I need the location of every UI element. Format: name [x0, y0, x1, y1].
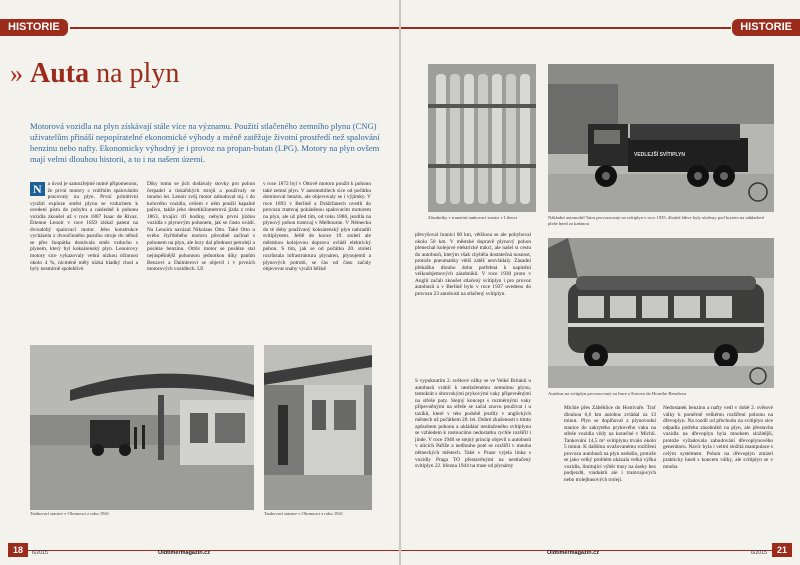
body-column-r4: Nedostatek benzinu a nafty vedl v době 2. světové války k poměrně velkému rozšíření pohonu na dřevoplyn. Na rozdíl od přechodu na svítiplyn sice odpadla potřeba zásobníků na plyn, ale přestavba vozidla na dřevoplyn byla mnohem složitější, protože vyžadovala zabudování dřevoplynového generátoru. Navíc byla i velmi složitá manipulace s celým systémem. Pohon na dřevoplyn zmizel prakticky hned s koncem války, ale svítiplyn se v mnoha [663, 405, 773, 470]
header-rule [401, 27, 731, 29]
caption-station-1: Tankovací stanice v Olomouci z roku 1941 [30, 511, 110, 516]
issue-date-left: 6/2015 [32, 550, 48, 556]
body-column-r3: Michle přes Záběhlice do Hostivaře. Trať dlouhou 6,6 km autobus zvládal za 13 minut. Plyn se doplňoval z plynovodní stanice do zakrytého prykového vaku na střeše vozidla vždy na konečné v Michli. Tankování 14,5 m³ svítiplynu trvalo okolo 5 minut. K dalšímu uvažovanému rozšíření provozu autobusů na plyn nedošlo, protože se jako velký problém ukázala velká výška vozidla, limitující výběr trasy na úseky bez podjezdů, viaduktů ale i tramvajových nebo trolejbusových trolejí. [564, 405, 656, 484]
article-title [10, 57, 179, 91]
magazine-name-right: Oldtimermagazin.cz [547, 550, 599, 556]
gas-truck-photo [548, 64, 774, 212]
caption-station-2: Tankovací stanice v Olomouci z roku 1941 [264, 511, 344, 516]
truck-sign-text: VEDLEJŠÍ SVÍTIPLYN [634, 152, 685, 158]
body-column-r1: převyšoval hranici 80 km, většinou se ale pohyboval okolo 50 km. V městské dopravě plynový pohon přenechal kolejové elektrické trakci, ale našel si cestu do autobusů, kterým však chyběla dostatečná nosnost, protože pneumatiky větší zátěž nezvládaly. Zásadní překážku dlouho dobu potřebná k naplnění velkoobjemových zásobníků. V roce 1930 proto v Anglii začali zkoušet stlačený svítiplyn i pro provoz autobusů a v Berlíně bylo v roce 1937 uvedeno do provozu 23 autobusů na stlačený svítiplyn. [415, 232, 531, 297]
station-photo-2 [264, 345, 372, 510]
gas-tanks-photo [428, 64, 536, 212]
title-chevron: » [10, 59, 23, 88]
title-rest: na plyn [96, 58, 180, 89]
footer-rule [26, 550, 399, 551]
caption-bus: Autobus na svítiplyn provozovaný na lince z Krnova do Horního Benešova [548, 391, 687, 396]
body-column-3: v roce 1872 byl v Ottově motoru použit k pohonu také zemní plyn. V automobilech sice od počátku dominoval benzin, ale objevovaly se i výjimky. V roce 1893 v Berlíně a Drážďanech uvedli do provozu tramvaj poháněnou spalovacím motorem na plyn, ale už před tím, od roku 1886, jezdila na plynový pohon tramvaj v Melbourne. V Německu do té doby používaný koksárenský plyn nahradili svítiplynem. Ještě do konce 19. století ale městskou kolejovou dopravu ovládl elektrický pohon. S tím, jak se od počátku 20. století rozrůstala infrastruktura plynáren, plynojemů a plynových potrubí, se čas od času začaly objevovat snahy využít běžně [263, 181, 371, 273]
body-column-r2: S vypuknutím 2. světové války se ve Velké Británii u autobusů vrátili k nestlačenému zemnímu plynu, tentokrát s obrovskými prykovými vaky připevněnými na střeše paty. Stejný koncept s rozměrnými vaky připevněnými na střeše se začal znovu používat i u taxíků, které v této podobě jezdily v anglických městech už počátkem 20. let. Dobré zkušenosti s tímto způsobem pohonu a ukládání nestlačeného svítiplynu se vzhledem k rostoucímu nedostatku rychle rozšířil i jinde. V roce 1940 se stejný princip objevil u autobusů v ulicích Paříže a nedlouho poté se rozšířil v mnoha německých městech. Také v Praze vyjela linka s vozidly Praga TO přestavěnými na nestlačený svítiplyn 22. března 1944 na trase od plynárny [415, 378, 531, 470]
page-number-left: 18 [8, 543, 28, 557]
body-column-2: Díky tomu se jich dodávaly stovky pro pohon čerpadel a tiskařských strojů a používaly se mnoho let. Lenoir svůj motor zabudoval mj. i do kolového vozidla, ovšem v něm použil kapalné palivo, takže jeho desetikilometrová jízda z roku 1863, trvající tři hodiny, nebyla první jízdou vozidla s plynovým pohonem, jak se často uvádí. Na Lenoira navázal Nikolaus Otto. Také Otto u svého čtyřdobého motoru původně začínal s pohonem na plyn, ale brzy dal přednost petroleji a posléze benzinu. Ottův motor se posléze stal nejúspěšnější pohonnou jednotkou díky panům Benzovi a Daimlerovi se objevil i v prvních motorových vozidlech. Už [147, 181, 255, 273]
caption-truck: Nákladní automobil Tatra provozovaný na svítiplyn v roce 1935, dlouhé láhve byly uloženy pod krytem na nákladové ploše hned za kabinou [548, 215, 765, 226]
lead-paragraph: Motorová vozidla na plyn získávají stále více na významu. Použití stlačeného zemního plynu (CNG) uživatelům přináší nepopíratelné ekonomické výhody a méně zatěžuje životní prostředí než spalování benzinu nebo nafty. Ekonomicky výhodný je i provoz na propan-butan (LPG). Motory na plyn ovšem mají velmi dlouhou historii, a to i na našem území. [30, 121, 380, 164]
section-tab: HISTORIE [0, 19, 68, 36]
issue-date-right: 6/2015 [751, 550, 767, 556]
caption-tanks: Zásobníky v tranzitní tankovací stanici v Liberci [428, 215, 518, 220]
gas-bus-photo [548, 238, 774, 388]
drop-cap: N [30, 182, 45, 196]
magazine-name-left: Oldtimermagazin.cz [158, 550, 210, 556]
body-column-1 [30, 181, 138, 353]
left-page [0, 0, 399, 565]
header-rule [70, 27, 399, 29]
section-tab: HISTORIE [732, 19, 800, 36]
page-number-right: 21 [772, 543, 792, 557]
spine-gutter [399, 0, 401, 565]
right-page [401, 0, 800, 565]
body-text-1: a úvod je samozřejmé nutné připomenout, že první motory s vnitřním spalováním pracovaly na plyn. První primitivní využití exploze směsi plynu se vzduchem k uvedení pístu do pohybu a následně k pohonu vozidla zkoušel už v roce 1807 Isaac de Rivaz. Étienne Lenoir v roce 1859 získal patent na dvoudobý spalovací motor. Jeho konstrukce vycházela z dvoučinného parního stroje do něhož se přes šoupátka dostávala směs vzduchu s plynem, který byl koksárenský plyn. Lenoirovy motory sice vykazovaly velmi nízkou účinnost okolo 4 %, nicméně měly nízká hladký chod a byly nesmírně spolehlivé. [30, 181, 138, 273]
title-bold: Auta [30, 58, 90, 89]
station-photo-1 [30, 345, 254, 510]
